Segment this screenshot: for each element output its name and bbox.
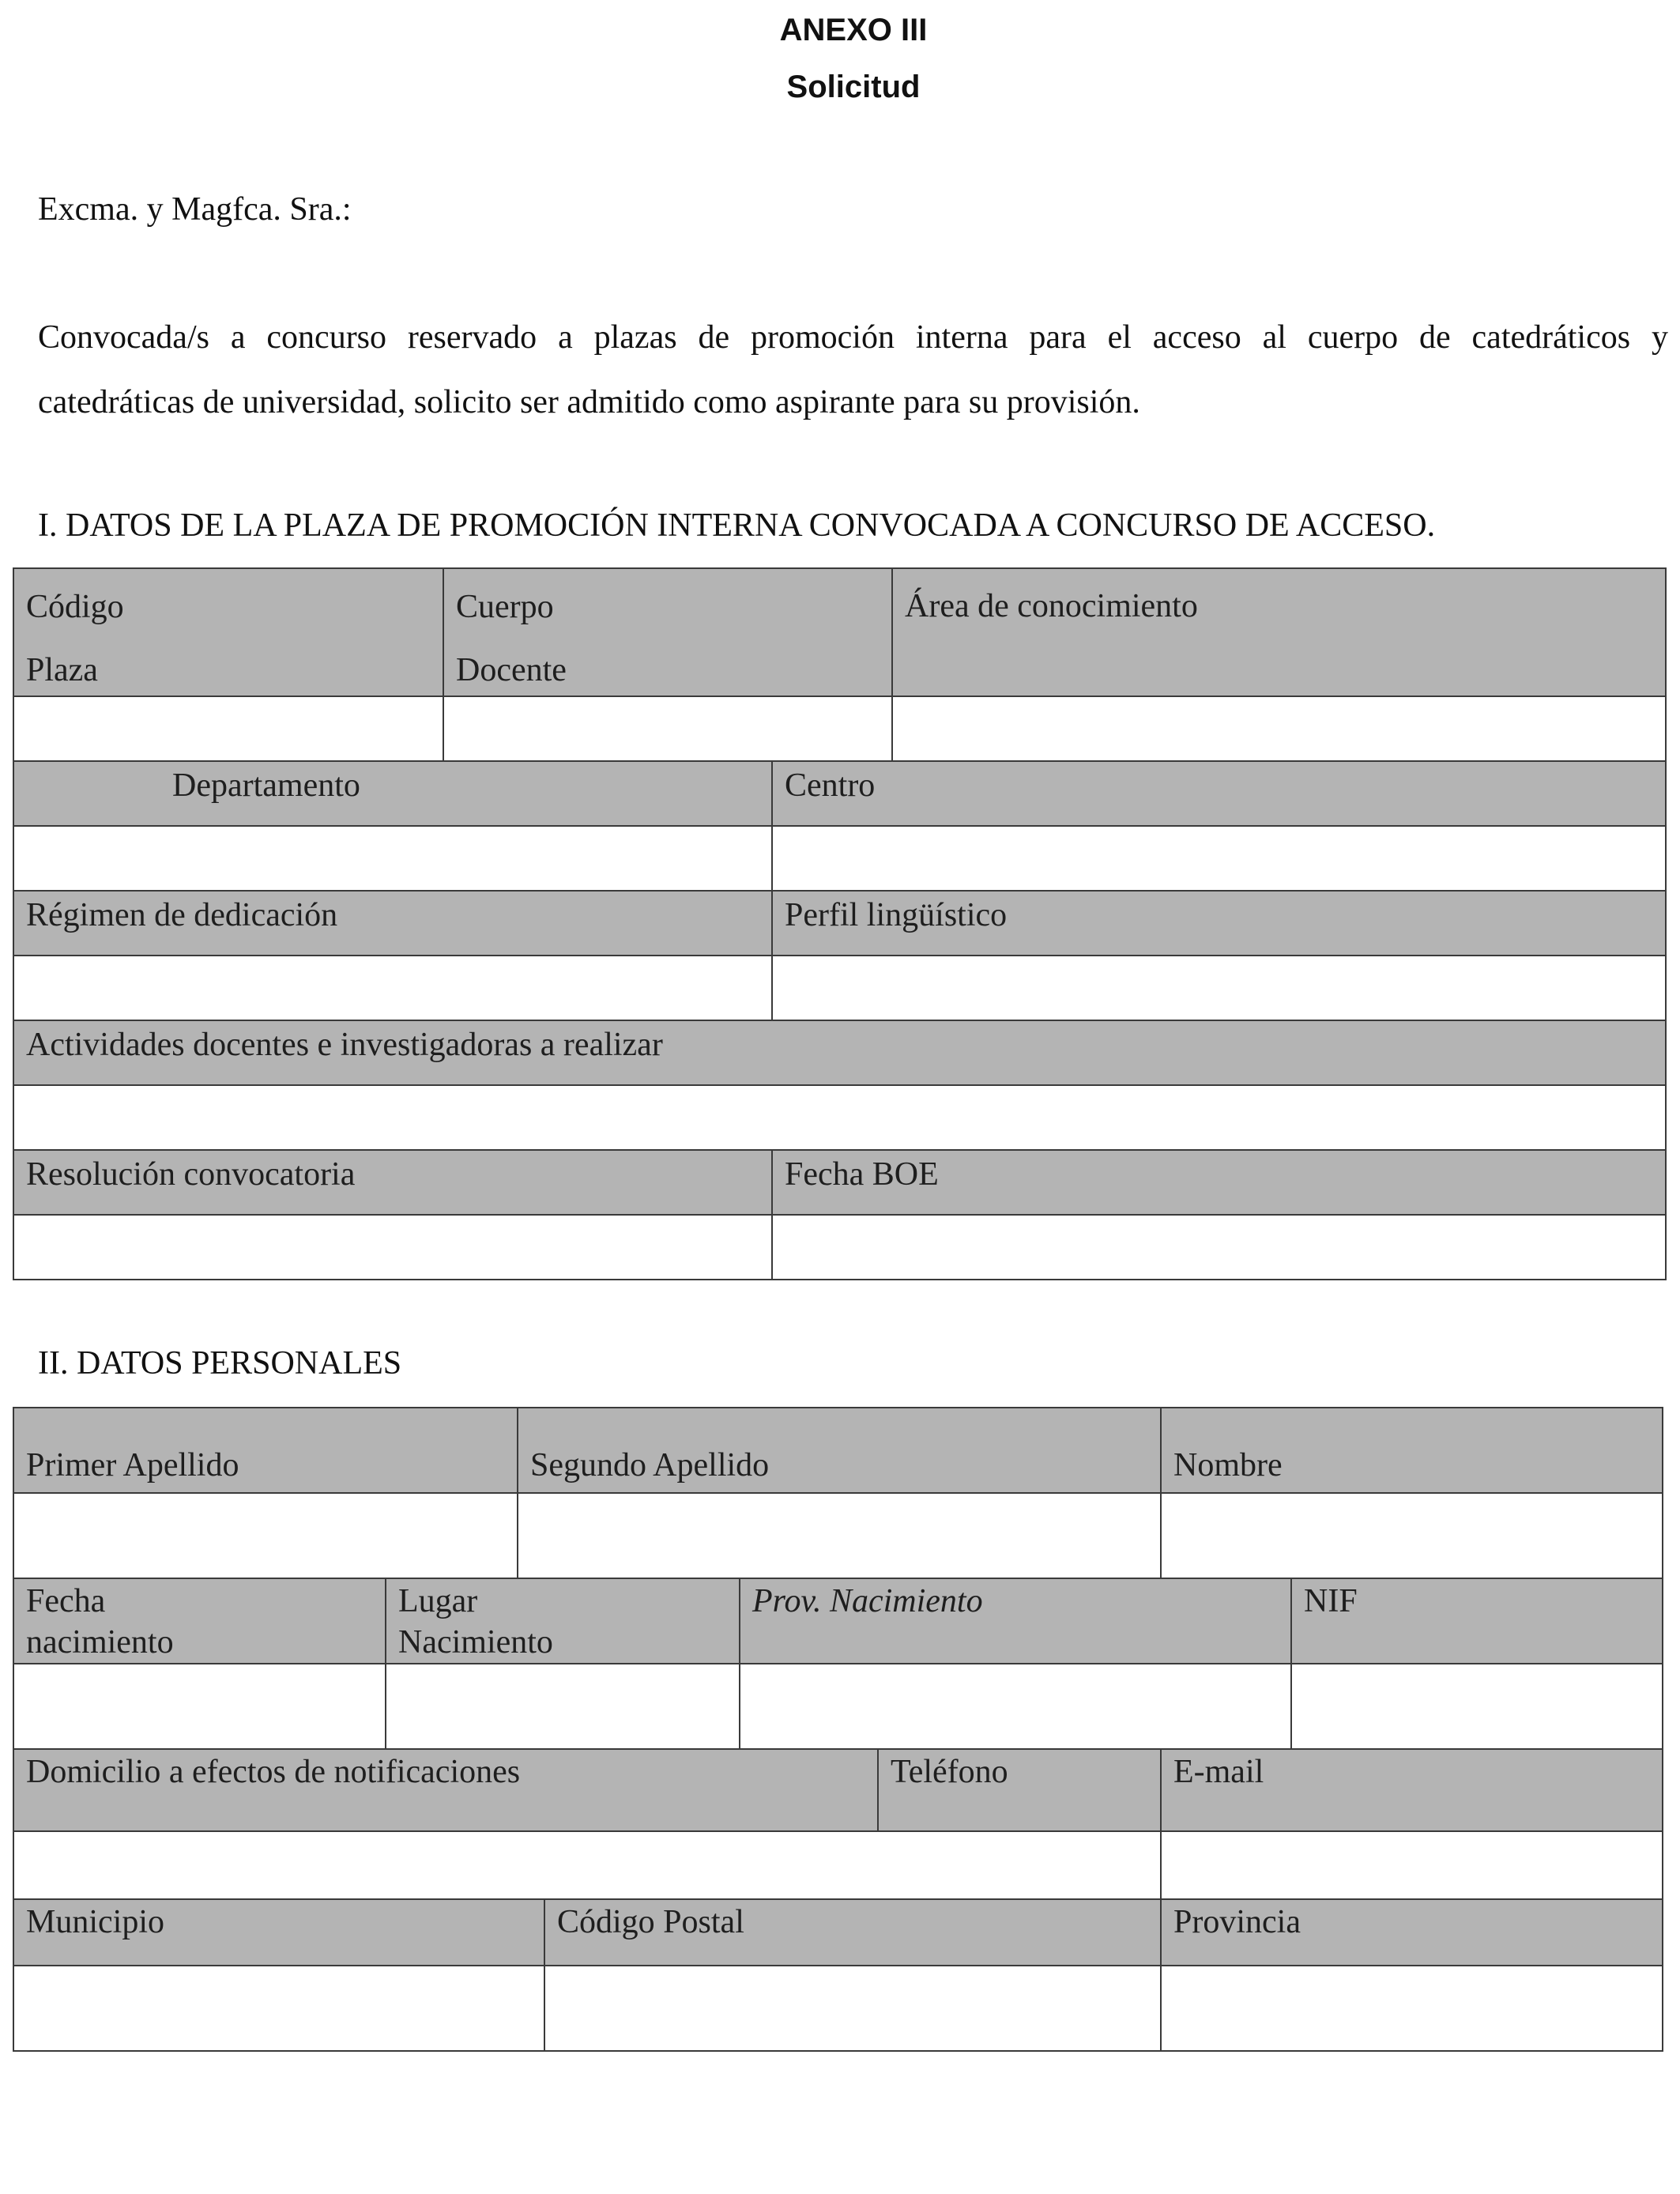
resolucion-input[interactable] — [13, 1214, 773, 1280]
fecha-boe-header — [771, 1149, 1667, 1216]
codigo-label-line-1: Código — [26, 589, 124, 625]
fecha-nacimiento-input[interactable] — [13, 1663, 386, 1750]
prov-nacimiento-input[interactable] — [739, 1663, 1292, 1750]
departamento-header — [13, 760, 773, 827]
area-conocimiento-header — [891, 567, 1667, 697]
fecha-label-line-2: nacimiento — [26, 1624, 174, 1661]
nif-header — [1290, 1578, 1663, 1664]
cuerpo-label-line-2: Docente — [456, 652, 567, 688]
segundo-apellido-label: Segundo Apellido — [530, 1447, 770, 1483]
document-title: ANEXO III — [779, 13, 928, 47]
actividades-input[interactable] — [13, 1084, 1667, 1151]
codigo-postal-header — [544, 1898, 1162, 1966]
perfil-input[interactable] — [771, 955, 1667, 1021]
primer-apellido-header — [13, 1407, 518, 1494]
email-label: E-mail — [1173, 1754, 1264, 1790]
centro-label: Centro — [785, 767, 876, 804]
fecha-nacimiento-label — [26, 1581, 174, 1663]
telefono-header — [877, 1748, 1162, 1832]
lugar-label-line-2: Nacimiento — [398, 1624, 553, 1661]
provincia-input[interactable] — [1160, 1965, 1663, 2052]
lugar-nacimiento-input[interactable] — [385, 1663, 740, 1750]
fecha-nacimiento-header — [13, 1578, 386, 1664]
cuerpo-docente-header — [443, 567, 893, 697]
centro-header — [771, 760, 1667, 827]
codigo-label-line-2: Plaza — [26, 652, 98, 688]
regimen-header — [13, 890, 773, 956]
codigo-plaza-label — [26, 575, 124, 702]
codigo-postal-label: Código Postal — [557, 1904, 744, 1940]
departamento-input[interactable] — [13, 825, 773, 892]
municipio-label: Municipio — [26, 1904, 164, 1940]
municipio-header — [13, 1898, 545, 1966]
domicilio-header — [13, 1748, 879, 1832]
cuerpo-docente-input[interactable] — [443, 696, 893, 762]
domicilio-label: Domicilio a efectos de notificaciones — [26, 1754, 521, 1790]
cuerpo-label-line-1: Cuerpo — [456, 589, 554, 625]
lugar-nacimiento-label — [398, 1581, 553, 1663]
segundo-apellido-input[interactable] — [517, 1492, 1162, 1579]
regimen-label: Régimen de dedicación — [26, 897, 338, 933]
primer-apellido-label: Primer Apellido — [26, 1447, 239, 1483]
area-conocimiento-input[interactable] — [891, 696, 1667, 762]
section-2-heading: II. DATOS PERSONALES — [38, 1345, 402, 1382]
cuerpo-docente-label — [456, 575, 567, 702]
nif-label: NIF — [1304, 1583, 1358, 1619]
fecha-label-line-1: Fecha — [26, 1583, 106, 1619]
centro-input[interactable] — [771, 825, 1667, 892]
prov-nacimiento-label: Prov. Nacimiento — [752, 1583, 983, 1619]
nombre-input[interactable] — [1160, 1492, 1663, 1579]
email-header — [1160, 1748, 1663, 1832]
domicilio-telefono-input[interactable] — [13, 1830, 1162, 1900]
salutation: Excma. y Magfca. Sra.: — [38, 191, 352, 228]
fecha-boe-label: Fecha BOE — [785, 1156, 939, 1193]
codigo-postal-input[interactable] — [544, 1965, 1162, 2052]
document-subtitle: Solicitud — [786, 70, 921, 104]
paragraph-line-1: Convocada/s a concurso reservado a plazas de promoción interna para el acceso al cuerpo de catedráticos y — [38, 319, 1668, 356]
provincia-header — [1160, 1898, 1663, 1966]
lugar-label-line-1: Lugar — [398, 1583, 478, 1619]
section-1-heading: I. DATOS DE LA PLAZA DE PROMOCIÓN INTERNA CONVOCADA A CONCURSO DE ACCESO. — [38, 507, 1436, 544]
area-conocimiento-label: Área de conocimiento — [905, 588, 1198, 624]
fecha-boe-input[interactable] — [771, 1214, 1667, 1280]
request-paragraph — [38, 305, 1668, 435]
codigo-plaza-header — [13, 567, 444, 697]
actividades-label: Actividades docentes e investigadoras a realizar — [26, 1027, 663, 1063]
perfil-label: Perfil lingüístico — [785, 897, 1008, 933]
email-input[interactable] — [1160, 1830, 1663, 1900]
departamento-label: Departamento — [172, 767, 360, 804]
resolucion-label: Resolución convocatoria — [26, 1156, 356, 1193]
perfil-header — [771, 890, 1667, 956]
prov-nacimiento-header — [739, 1578, 1292, 1664]
codigo-plaza-input[interactable] — [13, 696, 444, 762]
segundo-apellido-header — [517, 1407, 1162, 1494]
municipio-input[interactable] — [13, 1965, 545, 2052]
regimen-input[interactable] — [13, 955, 773, 1021]
nombre-header — [1160, 1407, 1663, 1494]
telefono-label: Teléfono — [891, 1754, 1008, 1790]
primer-apellido-input[interactable] — [13, 1492, 518, 1579]
nif-input[interactable] — [1290, 1663, 1663, 1750]
lugar-nacimiento-header — [385, 1578, 740, 1664]
provincia-label: Provincia — [1173, 1904, 1301, 1940]
actividades-header — [13, 1020, 1667, 1086]
paragraph-line-2: catedráticas de universidad, solicito ser admitido como aspirante para su provisión. — [38, 384, 1140, 420]
nombre-label: Nombre — [1173, 1447, 1283, 1483]
resolucion-header — [13, 1149, 773, 1216]
